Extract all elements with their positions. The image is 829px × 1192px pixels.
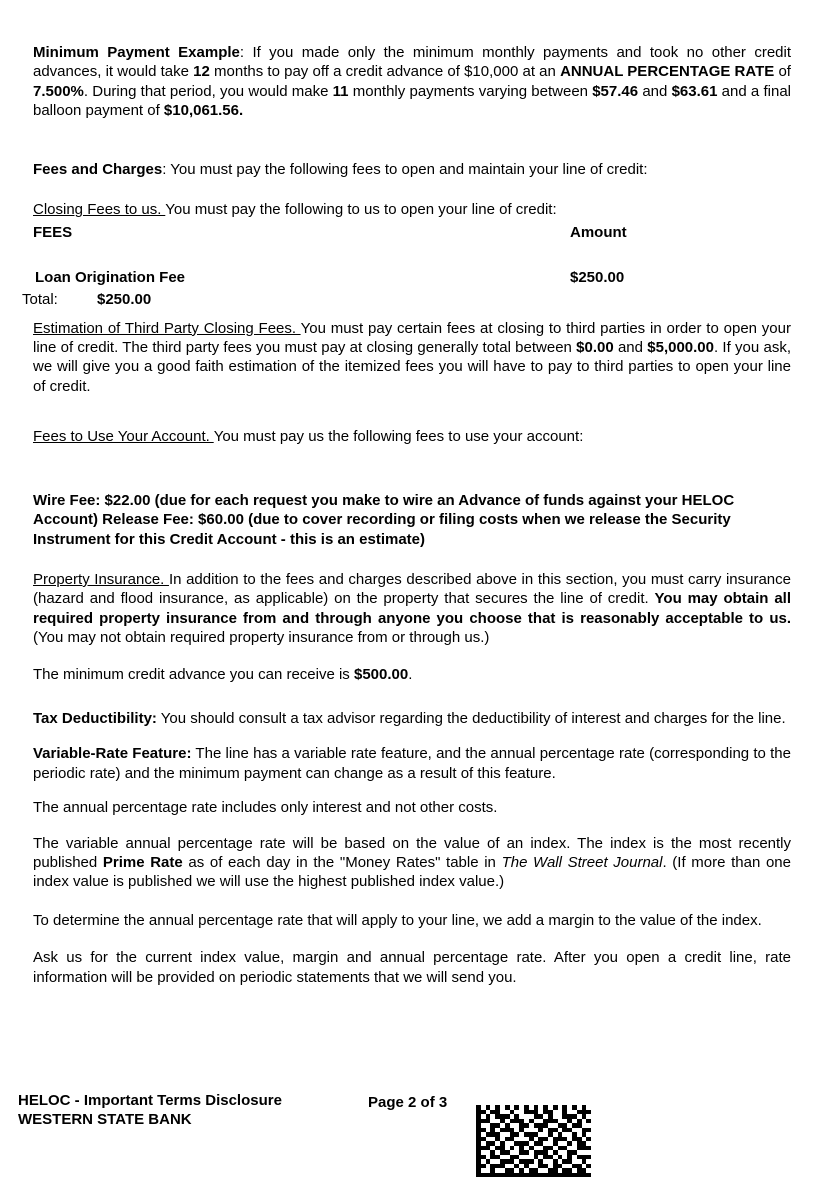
text-segment: . During that period, you would make xyxy=(83,82,333,100)
total-row xyxy=(22,290,791,309)
data-matrix-barcode xyxy=(476,1105,591,1177)
text-segment: $10,061.56. xyxy=(163,102,244,120)
text-segment: The line has a variable rate feature, and the annual percentage rate (corresponding to the periodic rate) and the minimum payment can change as a result of this feature. xyxy=(33,745,791,782)
text-segment: of xyxy=(774,63,791,81)
text-segment: You may obtain all required property insurance from and through anyone you choose that is reasonably acceptable to us. xyxy=(33,590,791,627)
text-segment: Variable-Rate Feature: xyxy=(33,745,192,763)
text-segment: as of each day in the "Money Rates" table in xyxy=(182,853,502,871)
text-segment: Tax Deductibility: xyxy=(33,709,157,727)
estimation-third-party xyxy=(33,319,791,397)
text-segment: $500.00 xyxy=(353,665,409,683)
footer-page-number: Page 2 of 3 xyxy=(368,1094,448,1111)
text-segment: Fees to Use Your Account. xyxy=(33,428,214,446)
tax-deductibility xyxy=(33,709,791,728)
text-segment: . If you ask, we will give you a good faith estimation of the itemized fees you will have to pay to third parties to open your line of credit. xyxy=(33,339,791,395)
apr-includes xyxy=(33,798,791,817)
minimum-payment-example xyxy=(33,43,791,121)
fees-header-label: FEES xyxy=(33,224,73,242)
text-segment: The annual percentage rate includes only interest and not other costs. xyxy=(33,799,498,817)
text-segment: months to pay off a credit advance of $10,000 at an xyxy=(209,63,561,81)
wire-fee xyxy=(33,491,791,549)
text-segment: monthly payments varying between xyxy=(348,82,593,100)
total-row-label: Total: xyxy=(22,291,58,309)
text-segment: 11 xyxy=(332,82,349,100)
minimum-advance xyxy=(33,665,791,684)
fees-header-amount: Amount xyxy=(570,224,627,242)
text-segment: Estimation of Third Party Closing Fees. xyxy=(33,319,301,337)
text-segment: The variable annual percentage rate will be based on the value of an index. The index is the most recently published xyxy=(33,834,791,871)
text-segment: $0.00 xyxy=(576,339,614,357)
text-segment: : If you made only the minimum monthly payments and took no other credit advances, it would take xyxy=(33,44,791,81)
text-segment: 7.500% xyxy=(33,82,84,100)
text-segment: : You must pay the following fees to open and maintain your line of credit: xyxy=(162,160,648,178)
document-body xyxy=(22,0,791,987)
text-segment: ANNUAL PERCENTAGE RATE xyxy=(560,63,775,81)
text-segment: You must pay us the following fees to use your account: xyxy=(213,428,584,446)
fees-header xyxy=(33,223,791,242)
text-segment: (You may not obtain required property insurance from or through us.) xyxy=(33,629,490,647)
fees-and-charges xyxy=(33,160,791,179)
text-segment: In addition to the fees and charges described above in this section, you must carry insurance (hazard and flood insurance, as applicable) on the property that secures the line of credit. xyxy=(33,570,791,608)
determine-apr xyxy=(33,911,791,930)
footer-bank-name: WESTERN STATE BANK xyxy=(18,1111,192,1129)
loan-origination-fee-row xyxy=(33,268,791,287)
text-segment: Minimum Payment Example xyxy=(33,44,240,61)
variable-rate-feature xyxy=(33,744,791,783)
text-segment: Prime Rate xyxy=(102,853,183,871)
barcode-module xyxy=(586,1173,591,1178)
total-row-amount: $250.00 xyxy=(97,291,152,309)
text-segment: . xyxy=(408,665,413,683)
fees-to-use xyxy=(33,427,791,446)
text-segment: Property Insurance. xyxy=(33,570,169,588)
ask-us xyxy=(33,948,791,987)
text-segment: $57.46 xyxy=(592,82,639,100)
text-segment: and xyxy=(613,339,648,357)
text-segment: To determine the annual percentage rate that will apply to your line, we add a margin to the value of the index. xyxy=(33,911,762,929)
text-segment: You should consult a tax advisor regarding the deductibility of interest and charges for the line. xyxy=(156,709,786,727)
text-segment: The Wall Street Journal xyxy=(501,853,663,871)
text-segment: Wire Fee: $22.00 (due for each request you make to wire an Advance of funds against your HELOC Account) Release Fee: $60.00 (due to cover recording or filing costs when we release the Security Instrument for this Credit Account - this is an estimate) xyxy=(33,491,735,548)
text-segment: 12 xyxy=(193,63,210,81)
closing-fees xyxy=(33,200,791,219)
property-insurance xyxy=(33,570,791,648)
variable-apr-index xyxy=(33,834,791,892)
text-segment: and a final balloon payment of xyxy=(33,82,791,120)
loan-origination-fee-row-label: Loan Origination Fee xyxy=(35,268,186,286)
footer-doc-title: HELOC - Important Terms Disclosure xyxy=(18,1092,282,1109)
text-segment: Closing Fees to us. xyxy=(33,201,166,219)
page-footer xyxy=(18,1091,282,1130)
text-segment: Ask us for the current index value, margin and annual percentage rate. After you open a credit line, rate information will be provided on periodic statements that we will send you. xyxy=(33,949,791,986)
text-segment: . (If more than one index value is published we will use the highest published index value.) xyxy=(33,853,791,891)
text-segment: $5,000.00 xyxy=(647,339,714,357)
text-segment: You must pay the following to us to open your line of credit: xyxy=(165,201,557,219)
text-segment: and xyxy=(638,82,672,100)
loan-origination-fee-row-amount: $250.00 xyxy=(570,268,625,286)
text-segment: Fees and Charges xyxy=(33,160,163,178)
text-segment: $63.61 xyxy=(671,82,718,100)
text-segment: The minimum credit advance you can receive is xyxy=(33,665,354,683)
text-segment: You must pay certain fees at closing to third parties in order to open your line of credit. The third party fees you must pay at closing generally total between xyxy=(33,319,791,357)
